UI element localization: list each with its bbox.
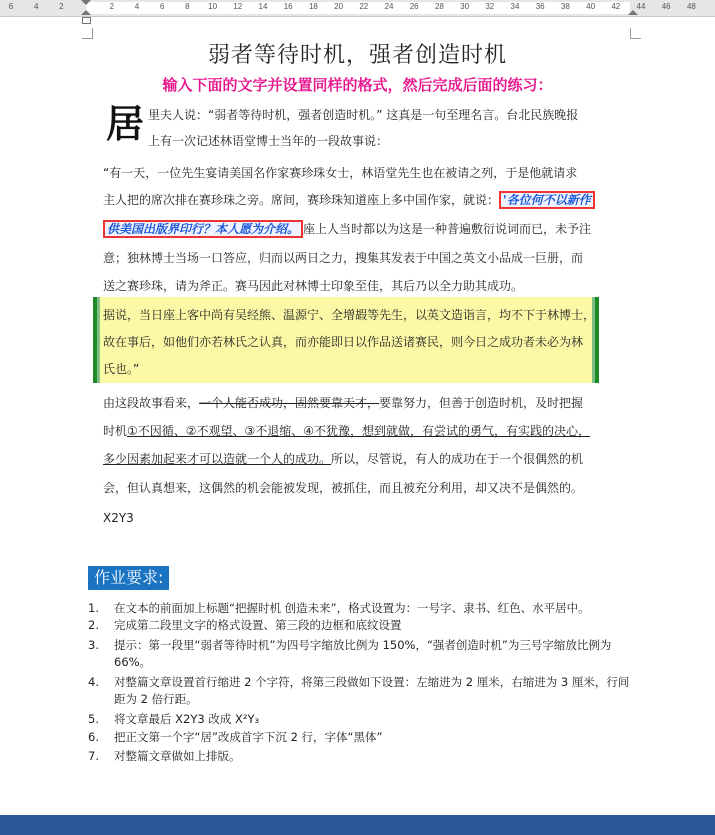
para3-line2: 故在事后，如他们亦若林氏之认真，而亦能即日以作品送诸赛民，则今日之成功者未必为林 <box>103 335 584 349</box>
requirement-number: 2. <box>88 618 99 632</box>
para4-line2-text-a: 时机 <box>103 424 128 438</box>
boxed-quote-part2: 供美国出版界印行？本人愿为介绍。 <box>103 220 303 238</box>
hanging-indent-marker[interactable] <box>81 10 91 15</box>
status-bar <box>0 815 715 835</box>
requirement-number: 3. <box>88 638 99 652</box>
ruler-tick-label: 2 <box>59 2 64 11</box>
x2y3-text: X2Y3 <box>103 511 134 525</box>
ruler-tick-label: 24 <box>384 2 394 11</box>
underlined-text-1: ①不因循、②不观望、③不退缩、④不犹豫，想到就做，有尝试的勇气，有实践的决心， <box>127 424 591 438</box>
requirement-item <box>88 600 633 617</box>
ruler-tick-label: 26 <box>409 2 419 11</box>
ruler-tick-label: 34 <box>510 2 520 11</box>
ruler-tick-label: 4 <box>134 2 140 11</box>
right-indent-marker[interactable] <box>628 10 638 15</box>
homework-title: 作业要求: <box>88 566 169 590</box>
horizontal-ruler[interactable] <box>0 0 715 17</box>
para4-line1-text-b: 要靠努力，但善于创造时机，及时把握 <box>379 396 584 410</box>
ruler-tick-label: 4 <box>33 2 39 11</box>
requirement-text: 完成第二段里文字的格式设置、第三段的边框和底纹设置 <box>114 618 402 632</box>
para2-line1: “有一天，一位先生宴请美国名作家赛珍珠女士，林语堂先生也在被请之列，于是他就请求 <box>103 166 578 180</box>
para4-line4: 会，但认真想来，这偶然的机会能被发现，被抓住，而且被充分利用，却又决不是偶然的。 <box>103 481 584 495</box>
requirement-item <box>88 748 633 765</box>
ruler-tick-label: 2 <box>109 2 115 11</box>
requirement-item <box>88 674 633 708</box>
para3-line1: 据说，当日座上客中尚有吴经熊、温源宁、全增嘏等先生，以英文造诣言，均不下于林博士， <box>103 308 596 322</box>
ruler-tick-label: 20 <box>334 2 344 11</box>
ruler-tick-label: 14 <box>258 2 268 11</box>
ruler-tick-label: 10 <box>208 2 218 11</box>
para4-line3-text-b: 所以，尽管说，有人的成功在于一个很偶然的机 <box>331 452 584 466</box>
requirement-number: 5. <box>88 712 99 726</box>
requirement-item <box>88 711 633 728</box>
requirement-number: 1. <box>88 601 99 615</box>
drop-cap: 居 <box>106 102 145 146</box>
para2-line2-text: 主人把的席次排在赛珍珠之旁。席间，赛珍珠知道座上多中国作家，就说： <box>103 193 500 207</box>
ruler-tick-label: 40 <box>586 2 596 11</box>
para4-line3 <box>103 446 583 472</box>
para2-line2 <box>103 187 591 213</box>
ruler-tick-label: 42 <box>611 2 621 11</box>
para3-line3: 氏也。” <box>103 362 140 376</box>
para4-line2 <box>103 418 591 444</box>
requirement-number: 4. <box>88 675 99 689</box>
requirement-text: 将文章最后 X2Y3 改成 X²Y₃ <box>114 712 260 726</box>
left-indent-marker[interactable] <box>82 17 91 24</box>
para2-line5: 送之赛珍珠，请为斧正。赛马因此对林博士印象至佳，其后乃以全力助其成功。 <box>103 279 524 293</box>
requirement-number: 7. <box>88 749 99 763</box>
requirement-item <box>88 729 633 746</box>
ruler-tick-label: 46 <box>661 2 671 11</box>
ruler-tick-label: 22 <box>359 2 369 11</box>
requirement-text: 提示：第一段里“弱者等待时机”为四号字缩放比例为 150%，“强者创造时机”为三号字缩放比例为 66%。 <box>114 638 612 669</box>
requirement-text: 对整篇文章做如上排版。 <box>114 749 241 763</box>
requirement-item <box>88 617 633 634</box>
para2-line3-text: 座上人当时都以为这是一种普遍敷衍说词而已，未予注 <box>303 222 592 236</box>
underlined-text-2: 多少因素加起来才可以造就一个人的成功。 <box>103 452 332 466</box>
para4-line1-text-a: 由这段故事看来， <box>103 396 200 410</box>
para2-line4: 意；独林博士当场一口答应，归而以两日之力，搜集其发表于中国之英文小品成一巨册，而 <box>103 251 584 265</box>
ruler-tick-label: 48 <box>686 2 696 11</box>
ruler-tick-label: 30 <box>460 2 470 11</box>
ruler-tick-label: 8 <box>185 2 190 11</box>
para1-line1: 里夫人说：“弱者等待时机，强者创造时机。” 这真是一句至理名言。台北民族晚报 <box>148 108 579 122</box>
ruler-tick-label: 18 <box>308 2 318 11</box>
para2-line3 <box>103 216 592 242</box>
ruler-tick-label: 6 <box>159 2 165 11</box>
ruler-tick-label: 6 <box>8 2 14 11</box>
requirement-number: 6. <box>88 730 99 744</box>
ruler-tick-label: 32 <box>485 2 495 11</box>
ruler-text-area <box>86 2 630 14</box>
ruler-tick-label: 16 <box>283 2 293 11</box>
requirement-text: 把正文第一个字“居”改成首字下沉 2 行，字体“黑体” <box>114 730 383 744</box>
document-title: 弱者等待时机，强者创造时机 <box>207 43 507 68</box>
ruler-tick-label: 44 <box>636 2 646 11</box>
document-subtitle: 输入下面的文字并设置同样的格式，然后完成后面的练习： <box>162 76 553 94</box>
requirement-text: 在文本的前面加上标题“把握时机 创造未来”，格式设置为：一号字、隶书、红色、水平居中。 <box>114 601 590 615</box>
ruler-tick-label: 28 <box>434 2 444 11</box>
para4-line1 <box>103 390 583 416</box>
ruler-tick-label: 12 <box>233 2 243 11</box>
strikethrough-text: 一个人能否成功，固然要靠天才， <box>199 396 380 410</box>
boxed-quote-part1: '各位何不以新作 <box>499 191 595 209</box>
ruler-tick-label: 36 <box>535 2 545 11</box>
requirement-text: 对整篇文章设置首行缩进 2 个字符，将第三段做如下设置：左缩进为 2 厘米，右缩进为 3 厘米，行间距为 2 倍行距。 <box>114 675 630 706</box>
ruler-tick-label: 38 <box>560 2 570 11</box>
para1-line2: 上有一次记述林语堂博士当年的一段故事说： <box>148 134 389 148</box>
first-line-indent-marker[interactable] <box>81 0 91 5</box>
requirement-item <box>88 637 633 671</box>
